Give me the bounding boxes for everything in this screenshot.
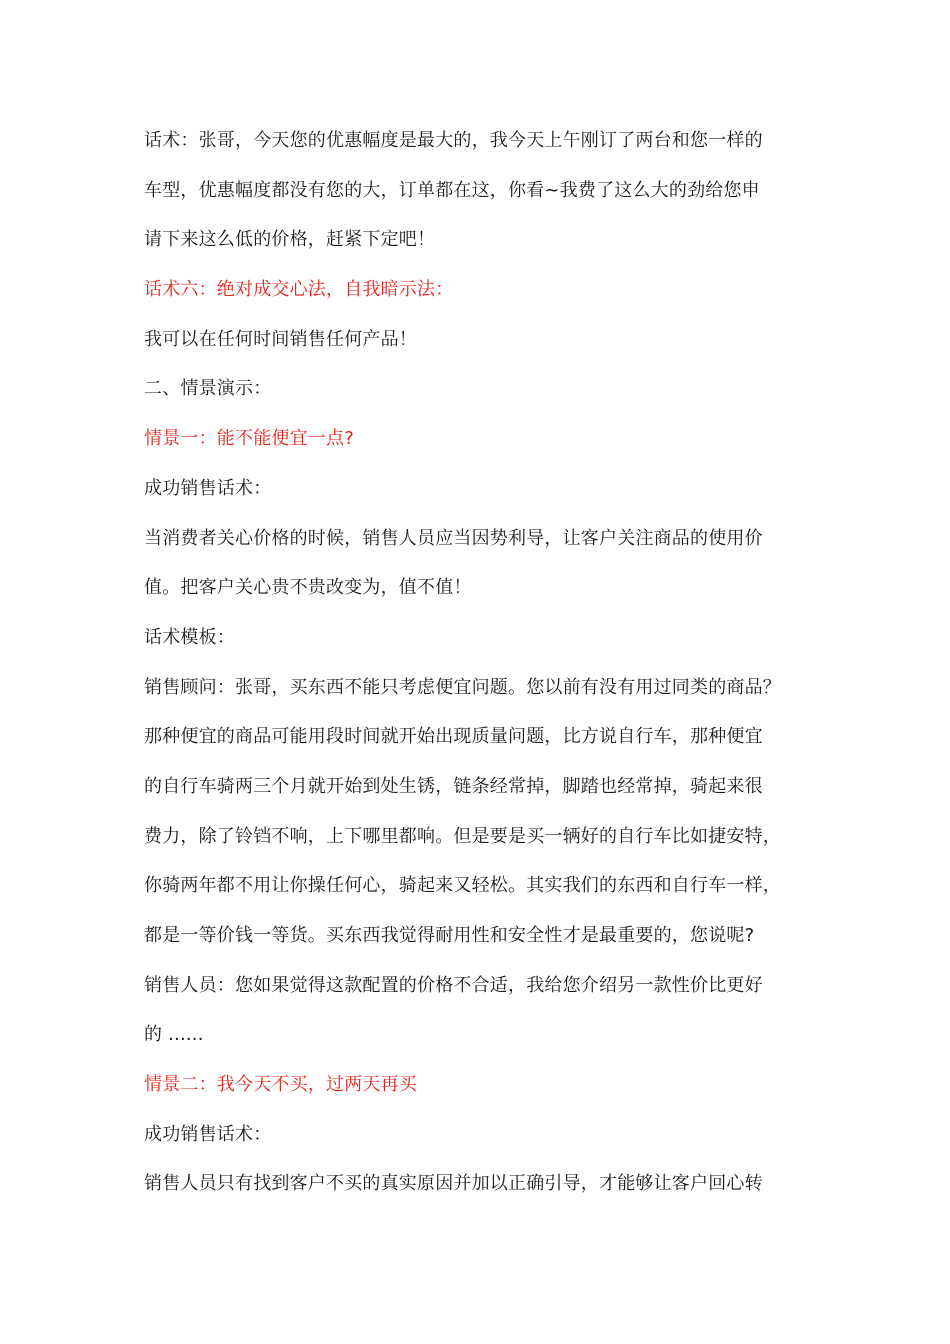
text-line: 请下来这么低的价格，赶紧下定吧！ [144,229,436,251]
text-line: 话术：张哥，今天您的优惠幅度是最大的，我今天上午刚订了两台和您一样的 [144,130,763,151]
text-line: 值。把客户关心贵不贵改变为，值不值！ [144,577,472,599]
section-title: 二、情景演示： [144,378,272,400]
text-line: 那种便宜的商品可能用段时间就开始出现质量问题，比方说自行车，那种便宜 [144,726,763,748]
text-line: 当消费者关心价格的时候，销售人员应当因势利导，让客户关注商品的使用价 [144,527,763,549]
text-line: 销售人员只有找到客户不买的真实原因并加以正确引导，才能够让客户回心转 [144,1173,763,1195]
subheading: 成功销售话术： [144,477,272,499]
text-line: 都是一等价钱一等货。买东西我觉得耐用性和安全性才是最重要的，您说呢? [144,925,755,946]
subheading: 话术模板： [144,626,235,648]
text-line: 的自行车骑两三个月就开始到处生锈，链条经常掉，脚踏也经常掉，骑起来很 [144,775,763,797]
text-line: 我可以在任何时间销售任何产品！ [144,328,417,350]
section-heading: 话术六：绝对成交心法，自我暗示法： [144,279,454,301]
scenario-heading: 情景一：能不能便宜一点? [144,428,354,450]
scenario-heading: 情景二：我今天不买，过两天再买 [144,1074,417,1096]
subheading: 成功销售话术： [144,1123,272,1145]
text-line: 的 ...... [144,1024,204,1046]
document-body [144,116,816,1209]
text-line: 你骑两年都不用让你操任何心，骑起来又轻松。其实我们的东西和自行车一样， [144,875,781,897]
text-line: 车型，优惠幅度都没有您的大，订单都在这，你看~我费了这么大的劲给您申 [144,179,760,201]
text-line: 销售顾问：张哥，买东西不能只考虑便宜问题。您以前有没有用过同类的商品？ [144,676,781,698]
text-line: 销售人员：您如果觉得这款配置的价格不合适，我给您介绍另一款性价比更好 [144,974,763,996]
text-line: 费力，除了铃铛不响，上下哪里都响。但是要是买一辆好的自行车比如捷安特， [144,825,781,847]
